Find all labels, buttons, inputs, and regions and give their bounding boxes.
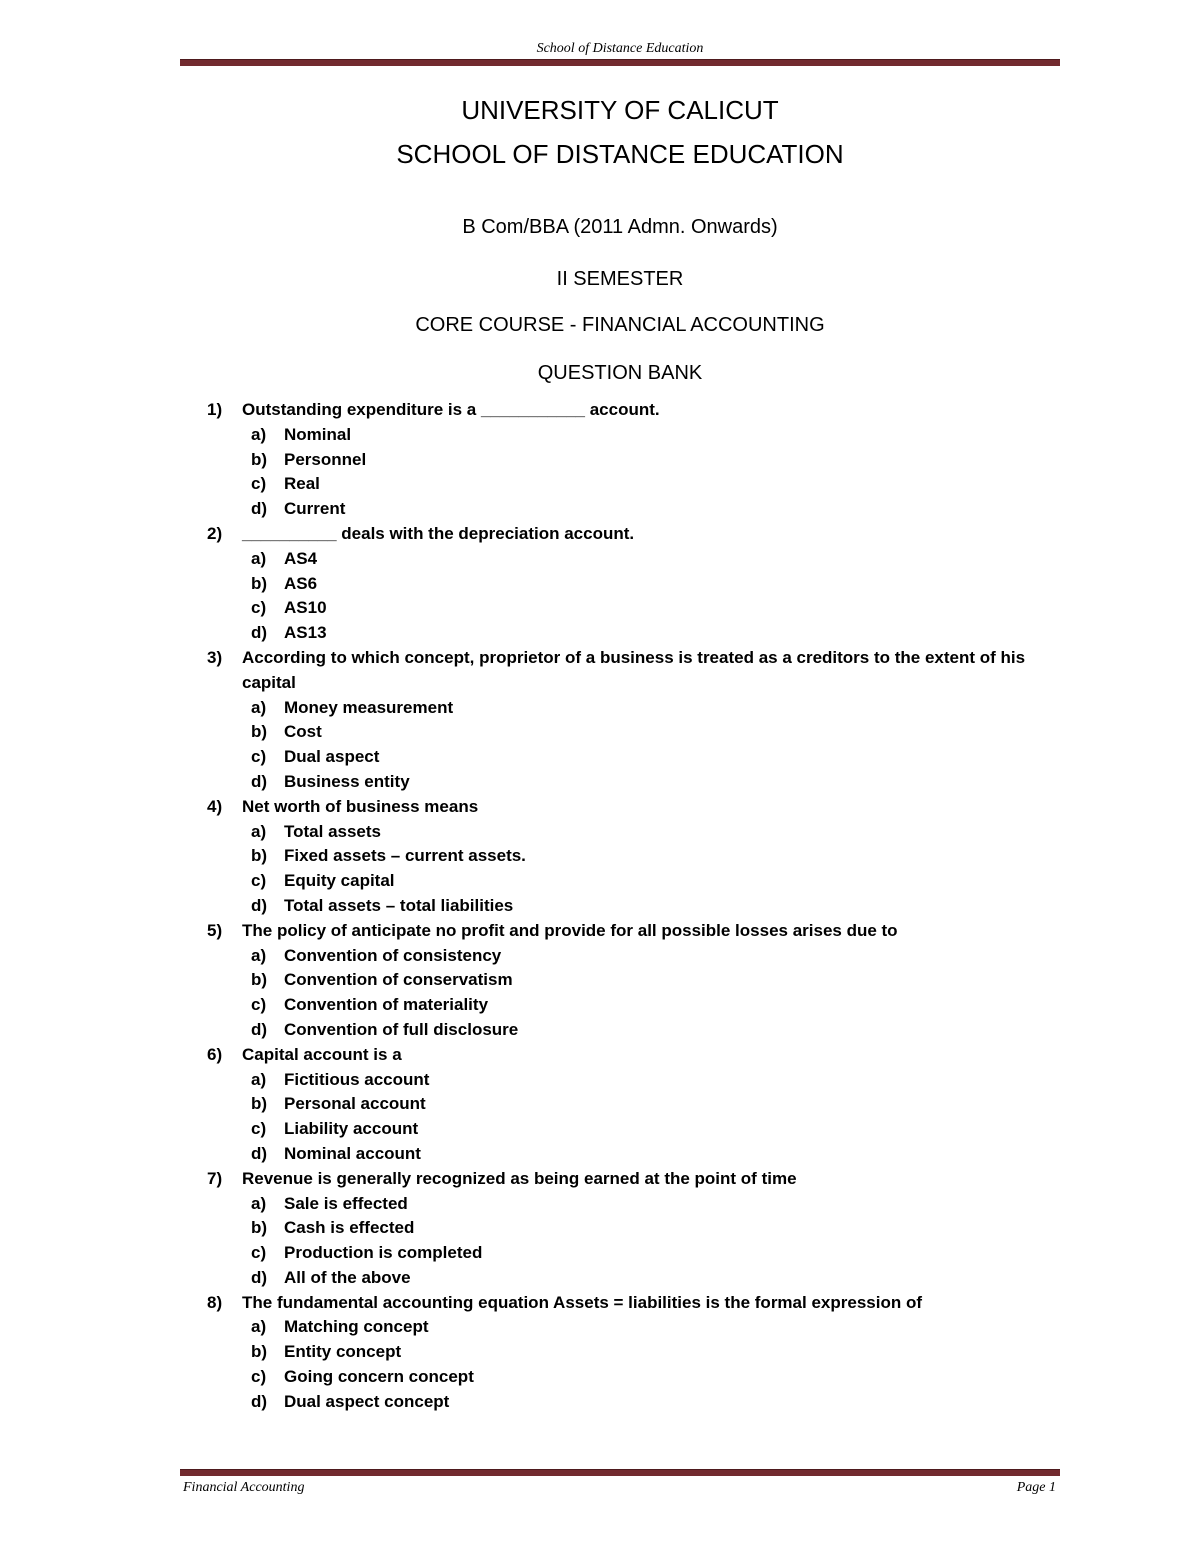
- option-item: [242, 1192, 1057, 1217]
- option-text: AS13: [284, 623, 327, 643]
- option-item: [242, 696, 1057, 721]
- option-text: Money measurement: [284, 697, 454, 717]
- option-item: [242, 1390, 1057, 1415]
- option-letter: d): [251, 1019, 268, 1039]
- option-letter: c): [251, 995, 267, 1015]
- option-item: [242, 1117, 1057, 1142]
- question-item: [207, 1043, 1057, 1167]
- option-item: [242, 1340, 1057, 1365]
- option-item: [242, 1266, 1057, 1291]
- program-title: B Com/BBA (2011 Admn. Onwards): [462, 216, 778, 238]
- option-letter: a): [251, 548, 267, 568]
- option-item: [242, 497, 1057, 522]
- option-text: Nominal: [284, 424, 352, 444]
- option-item: [242, 1142, 1057, 1167]
- question-item: [207, 646, 1057, 795]
- option-text: Convention of consistency: [284, 945, 502, 965]
- semester-title: II SEMESTER: [556, 268, 684, 290]
- option-letter: c): [251, 598, 267, 618]
- option-list: [242, 1192, 1057, 1291]
- question-number: 2): [207, 523, 223, 543]
- question-text: __________ deals with the depreciation account.: [242, 523, 635, 543]
- question-bank-heading: QUESTION BANK: [537, 362, 703, 384]
- running-header: School of Distance Education: [536, 41, 704, 56]
- option-text: Sale is effected: [284, 1193, 408, 1213]
- school-title: SCHOOL OF DISTANCE EDUCATION: [396, 139, 844, 169]
- option-letter: a): [251, 1069, 267, 1089]
- option-item: [242, 993, 1057, 1018]
- option-item: [242, 745, 1057, 770]
- option-item: [242, 596, 1057, 621]
- header-rule: [180, 59, 1060, 66]
- option-letter: c): [251, 1243, 267, 1263]
- option-item: [242, 968, 1057, 993]
- option-text: Convention of full disclosure: [284, 1019, 519, 1039]
- option-item: [242, 1068, 1057, 1093]
- option-list: [242, 944, 1057, 1043]
- university-title: UNIVERSITY OF CALICUT: [461, 95, 779, 125]
- option-text: AS10: [284, 598, 327, 618]
- question-number: 7): [207, 1168, 223, 1188]
- option-text: Fixed assets – current assets.: [284, 846, 526, 866]
- option-text: AS6: [284, 573, 318, 593]
- option-text: Nominal account: [284, 1143, 421, 1163]
- question-item: [207, 398, 1057, 522]
- option-text: Personal account: [284, 1094, 426, 1114]
- option-letter: a): [251, 1193, 267, 1213]
- option-item: [242, 770, 1057, 795]
- question-item: [207, 795, 1057, 919]
- option-text: Real: [284, 474, 320, 494]
- option-item: [242, 869, 1057, 894]
- option-list: [242, 696, 1057, 795]
- option-text: Total assets: [284, 821, 382, 841]
- option-text: Matching concept: [284, 1317, 429, 1337]
- option-item: [242, 1241, 1057, 1266]
- option-letter: a): [251, 821, 267, 841]
- question-item: [207, 919, 1057, 1043]
- option-letter: b): [251, 1218, 268, 1238]
- option-item: [242, 1216, 1057, 1241]
- question-number: 4): [207, 796, 223, 816]
- option-item: [242, 572, 1057, 597]
- option-letter: d): [251, 1267, 268, 1287]
- option-letter: b): [251, 1342, 268, 1362]
- footer-course-name: Financial Accounting: [183, 1480, 305, 1495]
- option-text: Business entity: [284, 771, 410, 791]
- question-text: Net worth of business means: [242, 796, 479, 816]
- question-text: Capital account is a: [242, 1044, 402, 1064]
- question-number: 3): [207, 647, 223, 667]
- option-list: [242, 1315, 1057, 1414]
- question-item: [207, 1291, 1057, 1415]
- option-item: [242, 944, 1057, 969]
- option-letter: a): [251, 945, 267, 965]
- option-letter: d): [251, 499, 268, 519]
- option-text: Entity concept: [284, 1342, 402, 1362]
- question-text: The policy of anticipate no profit and provide for all possible losses arises due to: [242, 920, 898, 940]
- question-number: 6): [207, 1044, 223, 1064]
- option-item: [242, 423, 1057, 448]
- option-text: Dual aspect: [284, 747, 380, 767]
- option-list: [242, 547, 1057, 646]
- option-item: [242, 1018, 1057, 1043]
- question-text: Outstanding expenditure is a ___________ account.: [242, 400, 660, 419]
- option-letter: d): [251, 771, 268, 791]
- option-letter: c): [251, 474, 267, 494]
- option-letter: a): [251, 697, 267, 717]
- option-letter: b): [251, 573, 268, 593]
- option-text: Cost: [284, 722, 322, 742]
- option-text: Personnel: [284, 449, 367, 469]
- option-text: Going concern concept: [284, 1367, 474, 1387]
- option-item: [242, 844, 1057, 869]
- option-letter: d): [251, 1143, 268, 1163]
- option-text: Production is completed: [284, 1243, 483, 1263]
- option-item: [242, 820, 1057, 845]
- option-list: [242, 1068, 1057, 1167]
- option-item: [242, 1092, 1057, 1117]
- option-text: Dual aspect concept: [284, 1391, 450, 1411]
- option-letter: c): [251, 747, 267, 767]
- option-text: AS4: [284, 548, 318, 568]
- option-letter: b): [251, 722, 268, 742]
- question-number: 5): [207, 920, 223, 940]
- option-item: [242, 621, 1057, 646]
- option-list: [242, 820, 1057, 919]
- question-text: Revenue is generally recognized as being earned at the point of time: [242, 1168, 797, 1188]
- option-letter: b): [251, 1094, 268, 1114]
- option-item: [242, 472, 1057, 497]
- question-list: [207, 398, 1057, 1415]
- option-letter: b): [251, 846, 268, 866]
- course-title: CORE COURSE - FINANCIAL ACCOUNTING: [415, 314, 825, 336]
- option-item: [242, 547, 1057, 572]
- option-letter: c): [251, 1119, 267, 1139]
- option-item: [242, 1315, 1057, 1340]
- option-letter: b): [251, 970, 268, 990]
- question-item: [207, 522, 1057, 646]
- question-number: 1): [207, 400, 223, 419]
- option-text: Convention of conservatism: [284, 970, 513, 990]
- option-text: Current: [284, 499, 346, 519]
- option-text: Liability account: [284, 1119, 419, 1139]
- option-letter: c): [251, 1367, 267, 1387]
- option-text: All of the above: [284, 1267, 411, 1287]
- question-number: 8): [207, 1292, 223, 1312]
- option-item: [242, 894, 1057, 919]
- question-text: The fundamental accounting equation Assets = liabilities is the formal expression of: [242, 1292, 922, 1312]
- footer-rule: [180, 1469, 1060, 1476]
- option-text: Fictitious account: [284, 1069, 430, 1089]
- option-letter: b): [251, 449, 268, 469]
- option-letter: d): [251, 623, 268, 643]
- option-letter: a): [251, 424, 267, 444]
- option-text: Convention of materiality: [284, 995, 489, 1015]
- option-list: [242, 423, 1057, 522]
- option-letter: d): [251, 1391, 268, 1411]
- question-item: [207, 1167, 1057, 1291]
- page-number: Page 1: [1016, 1480, 1056, 1495]
- question-text: According to which concept, proprietor of a business is treated as a creditors to the extent of his capital: [242, 647, 1026, 692]
- option-letter: c): [251, 871, 267, 891]
- option-text: Cash is effected: [284, 1218, 415, 1238]
- option-letter: a): [251, 1317, 267, 1337]
- option-item: [242, 448, 1057, 473]
- option-text: Total assets – total liabilities: [284, 895, 514, 915]
- option-item: [242, 720, 1057, 745]
- option-item: [242, 1365, 1057, 1390]
- option-text: Equity capital: [284, 871, 395, 891]
- option-letter: d): [251, 895, 268, 915]
